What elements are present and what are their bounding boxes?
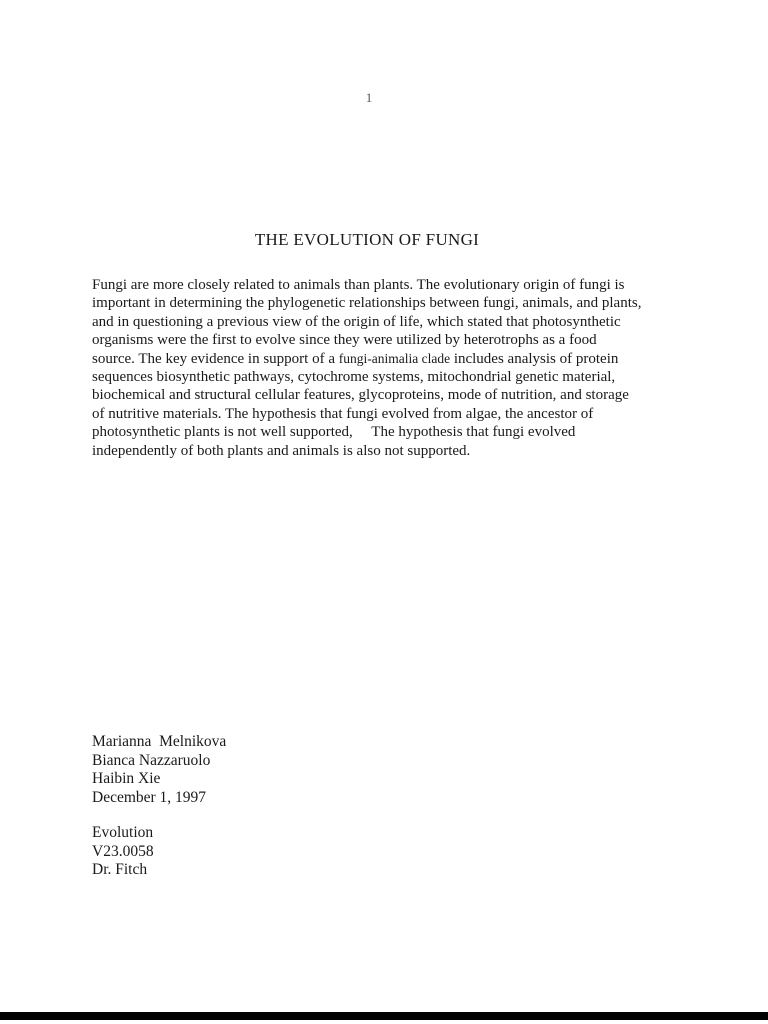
abstract-line: biochemical and structural cellular features, glycoproteins, mode of nutrition, and storage [92,387,629,404]
abstract-line: independently of both plants and animals is also not supported. [92,442,471,459]
course-block [92,824,154,880]
abstract-line: of nutritive materials. The hypothesis that fungi evolved from algae, the ancestor of [92,405,594,422]
author-name: Marianna Melnikova [92,733,227,750]
abstract-line: source. The key evidence in support of a fungi-animalia clade includes analysis of protein [92,350,619,367]
author-block [92,733,226,807]
course-code: V23.0058 [92,842,154,860]
author-name: Bianca Nazzaruolo [92,751,211,769]
abstract-paragraph [92,276,692,460]
submission-date: December 1, 1997 [92,788,207,806]
author-name: Haibin Xie [92,770,161,787]
page-number: 1 [365,90,373,105]
instructor-name: Dr. Fitch [92,861,148,878]
abstract-line: Fungi are more closely related to animals than plants. The evolutionary origin of fungi is [92,277,625,293]
course-name: Evolution [92,824,154,841]
abstract-line: organisms were the first to evolve since they were utilized by heterotrophs as a food [92,332,597,349]
page-bottom-border [0,1012,768,1020]
abstract-line: sequences biosynthetic pathways, cytochrome systems, mitochondrial genetic material, [92,369,616,386]
abstract-line: and in questioning a previous view of the origin of life, which stated that photosynthetic [92,313,621,330]
document-title: THE EVOLUTION OF FUNGI [254,230,480,249]
abstract-line: photosynthetic plants is not well supported, The hypothesis that fungi evolved [92,424,576,441]
abstract-line: important in determining the phylogenetic relationships between fungi, animals, and plants, [92,295,642,312]
clade-term: fungi-animalia clade [338,350,451,366]
